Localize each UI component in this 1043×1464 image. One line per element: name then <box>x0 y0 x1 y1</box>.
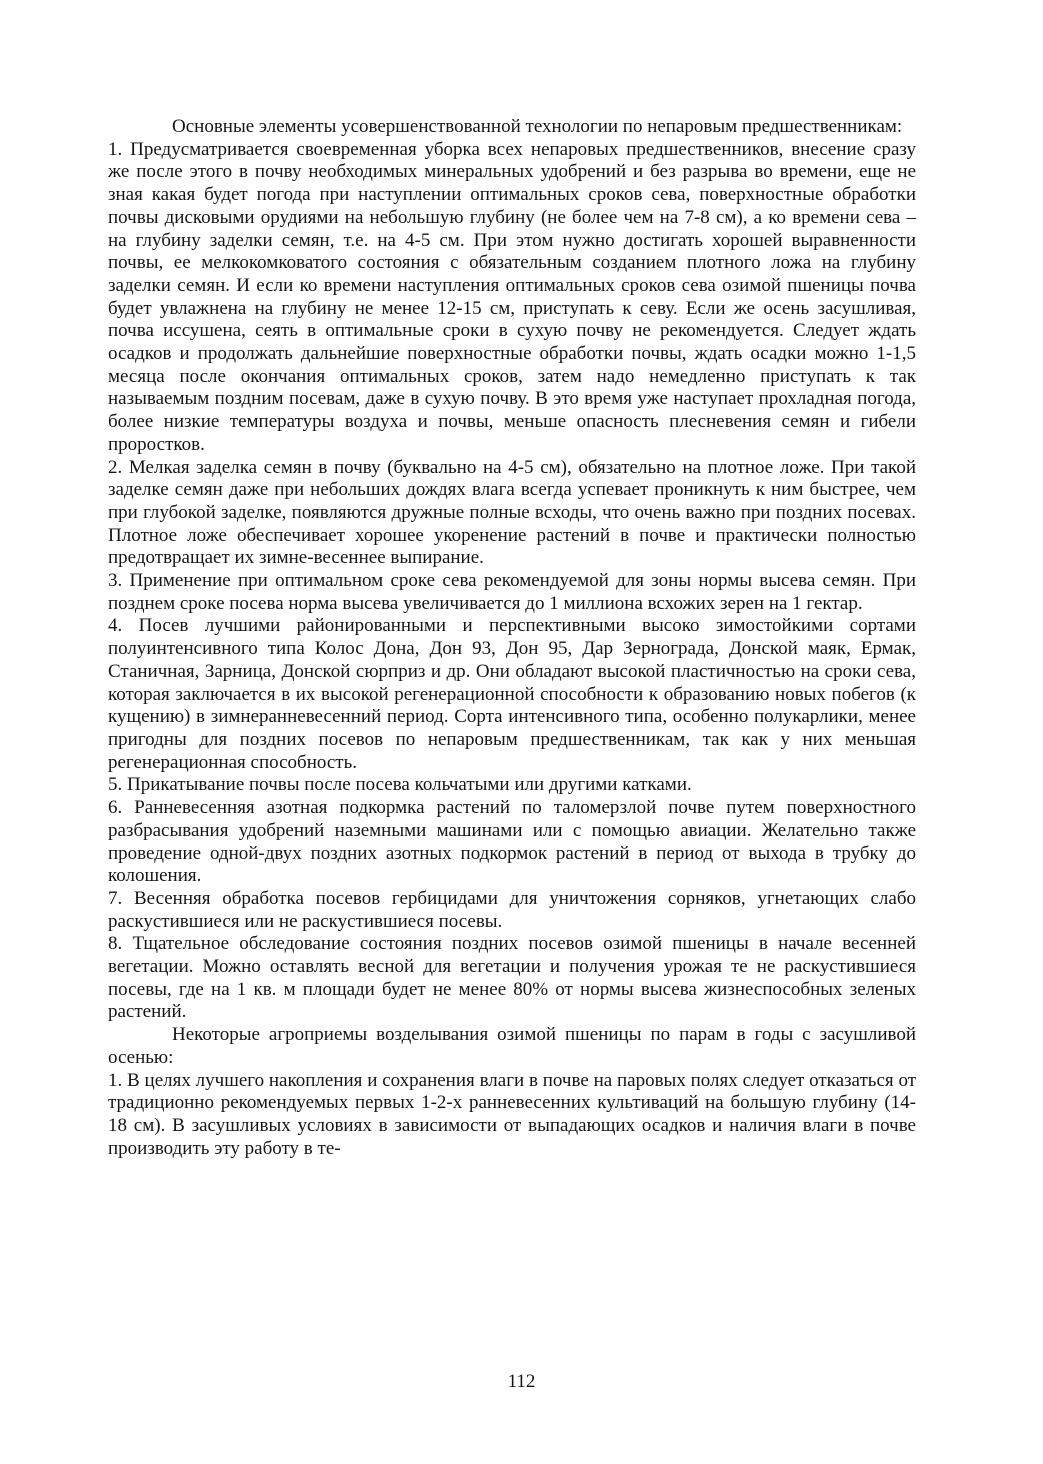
fallow-item-1-paragraph: 1. В целях лучшего накопления и сохранения влаги в почве на паровых полях следует отказаться от традиционно рекомендуемых первых 1-2-х ранневесенних культиваций на большую глубину (14-18 см). В засушливых условиях в зависимости от выпадающих осадков и наличия влаги в почве производить эту работу в те- <box>108 1069 916 1159</box>
item-7-paragraph: 7. Весенняя обработка посевов гербицидами для уничтожения сорняков, угнетающих слабо раскустившиеся или не раскустившиеся посевы. <box>108 887 916 932</box>
page-number: 112 <box>507 1371 536 1392</box>
item-6-paragraph: 6. Ранневесенняя азотная подкормка растений по таломерзлой почве путем поверхностного разбрасывания удобрений наземными машинами или с помощью авиации. Желательно также проведение одной-двух поздних азотных подкормок растений в период от выхода в трубку до колошения. <box>108 797 916 887</box>
item-8-paragraph: 8. Тщательное обследование состояния поздних посевов озимой пшеницы в начале весенней вегетации. Можно оставлять весной для вегетации и получения урожая те не раскустившиеся посевы, где на 1 кв. м площади будет не менее 80% от нормы высева жизнеспособных зеленых растений. <box>108 933 916 1023</box>
item-5-paragraph: 5. Прикатывание почвы после посева кольчатыми или другими катками. <box>108 774 692 796</box>
item-2-paragraph: 2. Мелкая заделка семян в почву (буквально на 4-5 см), обязательно на плотное ложе. При такой заделке семян даже при небольших дождях влага всегда успевает проникнуть к ним быстрее, чем при глубокой заделке, появляются дружные полные всходы, что очень важно при поздних посевах. Плотное ложе обеспечивает хорошее укоренение растений в почве и практически полностью предотвращает их зимне-весеннее выпирание. <box>108 456 916 569</box>
section-fallow-intro-paragraph: Некоторые агроприемы возделывания озимой пшеницы по парам в годы с засушливой осенью: <box>108 1024 916 1068</box>
item-1-paragraph: 1. Предусматривается своевременная уборка всех непаровых предшественников, внесение сразу же после этого в почву необходимых минеральных удобрений и без разрыва во времени, еще не зная какая будет погода при наступлении оптимальных сроков сева, поверхностные обработки почвы дисковыми орудиями на небольшую глубину (не более чем на 7-8 см), а ко времени сева – на глубину заделки семян, т.е. на 4-5 см. При этом нужно достигать хорошей выравненности почвы, ее мелкокомковатого состояния с обязательным созданием плотного ложа на глубину заделки семян. И если ко времени наступления оптимальных сроков сева озимой пшеницы почва будет увлажнена на глубину не менее 12-15 см, приступать к севу. Если же осень засушливая, почва иссушена, сеять в оптимальные сроки в сухую почву не рекомендуется. Следует ждать осадков и продолжать дальнейшие поверхностные обработки почвы, ждать осадки можно 1-1,5 месяца после окончания оптимальных сроков, затем надо немедленно приступать к так называемым поздним посевам, даже в сухую почву. В это время уже наступает прохладная погода, более низкие температуры воздуха и почвы, меньше опасность плесневения семян и гибели проростков. <box>108 138 916 455</box>
item-4-paragraph: 4. Посев лучшими районированными и перспективными высоко зимостойкими сортами полуинтенсивного типа Колос Дона, Дон 93, Дон 95, Дар Зернограда, Донской маяк, Ермак, Станичная, Зарница, Донской сюрприз и др. Они обладают высокой пластичностью на сроки сева, которая заключается в их высокой регенерационной способности к образованию новых побегов (к кущению) в зимнеранневесенний период. Сорта интенсивного типа, особенно полукарлики, менее пригодны для поздних посевов по непаровым предшественникам, так как у них меньшая регенерационная способность. <box>108 615 916 773</box>
document-body <box>108 116 916 1160</box>
section-intro-paragraph: Основные элементы усовершенствованной технологии по непаровым предшественникам: <box>172 116 903 137</box>
item-3-paragraph: 3. Применение при оптимальном сроке сева рекомендуемой для зоны нормы высева семян. При позднем сроке посева норма высева увеличивается до 1 миллиона всхожих зерен на 1 гектар. <box>108 570 916 614</box>
